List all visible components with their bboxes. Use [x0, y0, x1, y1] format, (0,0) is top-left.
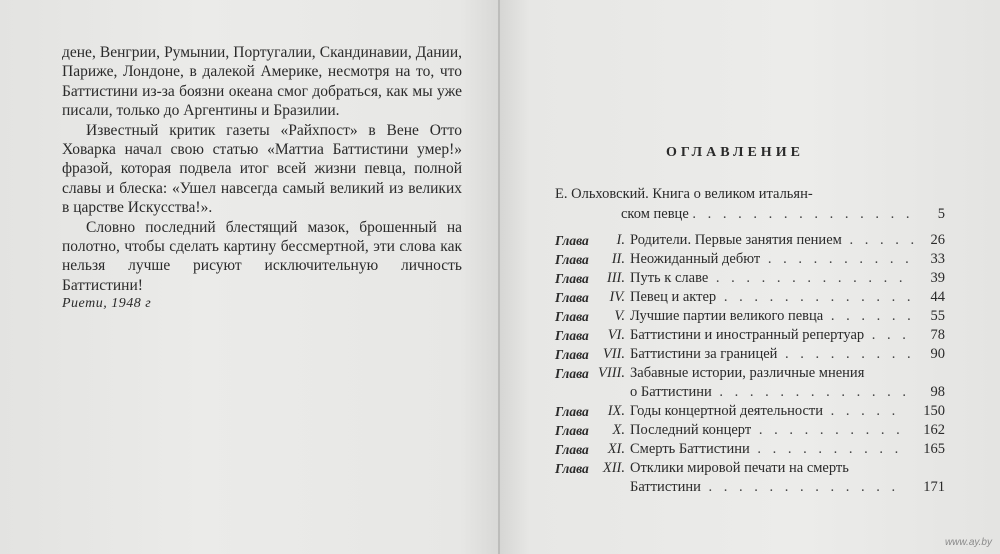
watermark: www.ay.by [944, 537, 992, 548]
chapter-title: Певец и актер . . . . . . . . . . . . . [630, 289, 915, 305]
chapter-label: Глава [555, 423, 589, 438]
chapter-title: Родители. Первые занятия пением . . . . . [630, 232, 919, 248]
chapter-title: Смерть Баттистини . . . . . . . . . . [630, 441, 903, 457]
chapter-number: X. [612, 422, 625, 438]
leader-dots: . . . . . . . . . [777, 346, 915, 362]
chapter-number: VI. [607, 327, 625, 343]
chapter-number: II. [611, 251, 625, 267]
toc-chapter-row [555, 326, 945, 345]
chapter-title: Последний концерт . . . . . . . . . . [630, 422, 904, 438]
body-text [62, 43, 462, 295]
chapter-title: Лучшие партии великого певца . . . . . . [630, 308, 915, 324]
chapter-number: VII. [602, 346, 625, 362]
leader-dots: . . . . . . . . . . . . . [708, 270, 907, 286]
leader-dots: . . . [864, 327, 910, 343]
chapter-number: IV. [609, 289, 625, 305]
chapter-page-number: 98 [930, 384, 945, 400]
paragraph-1: дене, Венгрии, Румынии, Португалии, Скандинавии, Дании, Париже, Лондоне, в далекой Америке, несмотря на то, что Баттистини из-за боязни океана смог добраться, как мы уже писали, только до Аргентины и Бразилии. [62, 44, 462, 120]
signature-place-date: Риети, 1948 г [62, 296, 152, 311]
chapter-number: IX. [607, 403, 625, 419]
leader-dots: . . . . . [841, 232, 919, 248]
paragraph-2: Известный критик газеты «Райхпост» в Вене Отто Ховарка начал свою статью «Маттиа Баттистини умер!» фразой, которая подвела итог всей жизни певца, полной славы и блеска: «Ушел навсегда самый великий из великих в царстве Искусства!». [62, 121, 462, 217]
paragraph-3: Словно последний блестящий мазок, брошенный на полотно, чтобы сделать картину бессмертной, эти слова как нельзя лучше рисуют исключительную личность Баттистини! [62, 218, 462, 294]
chapter-label: Глава [555, 461, 589, 476]
chapter-page-number: 39 [930, 270, 945, 286]
chapter-page-number: 55 [930, 308, 945, 324]
toc-chapter-row [555, 402, 945, 421]
chapter-label: Глава [555, 309, 589, 324]
chapter-number: V. [614, 308, 625, 324]
toc-chapter-row [555, 250, 945, 269]
chapter-title: Неожиданный дебют . . . . . . . . . . [630, 251, 913, 267]
toc-chapter-row [555, 345, 945, 364]
chapter-label: Глава [555, 252, 589, 267]
toc-chapter-row [555, 307, 945, 326]
chapter-label: Глава [555, 233, 589, 248]
leader-dots: . . . . . . [823, 308, 915, 324]
leader-dots: . . . . . . . . . . [749, 441, 903, 457]
chapter-list [555, 231, 945, 497]
toc-chapter-row [555, 269, 945, 288]
toc-intro-entry [555, 185, 945, 225]
intro-line-2: ском певце . . . . . . . . . . . . . . . [621, 206, 914, 222]
chapter-number: VIII. [598, 365, 625, 381]
chapter-title: Баттистини и иностранный репертуар . . . [630, 327, 910, 343]
chapter-page-number: 26 [930, 232, 945, 248]
chapter-page-number: 78 [930, 327, 945, 343]
toc-chapter-row [555, 231, 945, 250]
chapter-label: Глава [555, 347, 589, 362]
chapter-page-number: 33 [930, 251, 945, 267]
chapter-title: Годы концертной деятельности . . . . . [630, 403, 900, 419]
leader-dots: . . . . . . . . . . [760, 251, 913, 267]
chapter-title-continued: о Баттистини . . . . . . . . . . . . . [630, 384, 910, 400]
leader-dots: . . . . . . . . . . . . . [711, 384, 910, 400]
toc-chapter-row [555, 364, 945, 402]
toc-chapter-row [555, 459, 945, 497]
leader-dots: . . . . . . . . . . . . . [700, 479, 900, 495]
chapter-number: III. [606, 270, 625, 286]
leader-dots: . . . . . . . . . . . . . [716, 289, 915, 305]
toc-heading: ОГЛАВЛЕНИЕ [666, 145, 804, 160]
toc-chapter-row [555, 421, 945, 440]
chapter-title: Баттистини за границей . . . . . . . . . [630, 346, 915, 362]
chapter-label: Глава [555, 404, 589, 419]
intro-line-1: Е. Ольховский. Книга о великом итальян- [555, 186, 813, 202]
chapter-title-continued: Баттистини . . . . . . . . . . . . . [630, 479, 900, 495]
chapter-label: Глава [555, 271, 589, 286]
chapter-page-number: 150 [923, 403, 945, 419]
chapter-number: I. [616, 232, 625, 248]
leader-dots: . . . . . . . . . . [751, 422, 904, 438]
chapter-label: Глава [555, 290, 589, 305]
chapter-page-number: 90 [930, 346, 945, 362]
chapter-title: Отклики мировой печати на смерть [630, 460, 849, 476]
chapter-page-number: 162 [923, 422, 945, 438]
toc-chapter-row [555, 440, 945, 459]
toc-chapter-row [555, 288, 945, 307]
chapter-label: Глава [555, 328, 589, 343]
chapter-label: Глава [555, 442, 589, 457]
chapter-page-number: 171 [923, 479, 945, 495]
leader-dots: . . . . . [823, 403, 900, 419]
chapter-title: Путь к славе . . . . . . . . . . . . . [630, 270, 907, 286]
chapter-title: Забавные истории, различные мнения [630, 365, 865, 381]
chapter-number: XI. [607, 441, 625, 457]
chapter-page-number: 165 [923, 441, 945, 457]
intro-page-number: 5 [937, 206, 945, 222]
chapter-number: XII. [602, 460, 625, 476]
chapter-page-number: 44 [930, 289, 945, 305]
table-of-contents [555, 185, 945, 497]
chapter-label: Глава [555, 366, 589, 381]
